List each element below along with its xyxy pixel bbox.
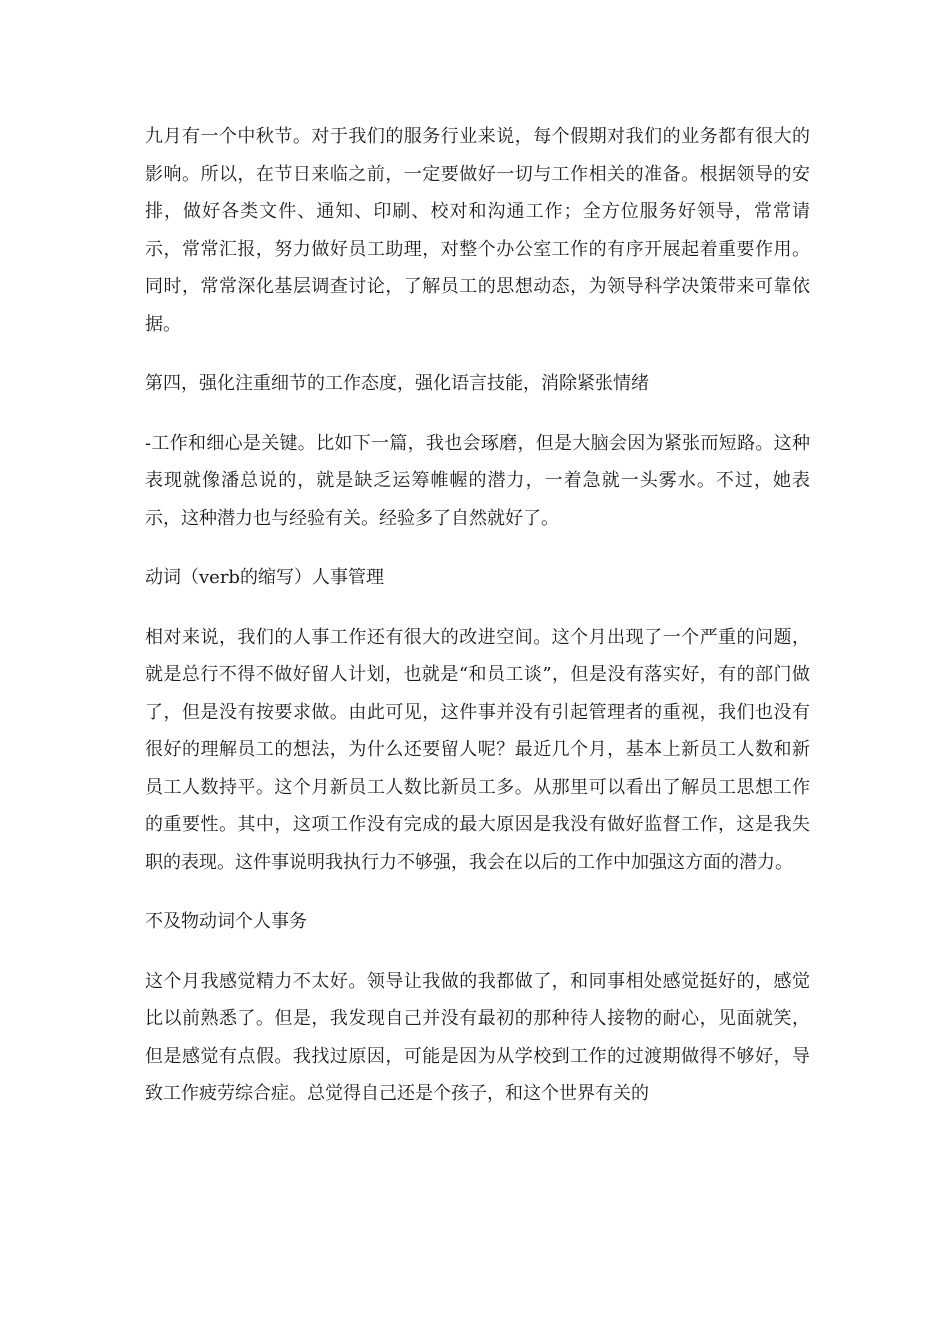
paragraph-personnel-management: 相对来说，我们的人事工作还有很大的改进空间。这个月出现了一个严重的问题，就是总行不得不做好留人计划，也就是“和员工谈”，但是没有落实好，有的部门做了，但是没有按要求做。由此可见，这件事并没有引起管理者的重视，我们也没有很好的理解员工的想法，为什么还要留人呢？最近几个月，基本上新员工人数和新员工人数持平。这个月新员工人数比新员工多。从那里可以看出了解员工思想工作的重要性。其中，这项工作没有完成的最大原因是我没有做好监督工作，这是我失职的表现。这件事说明我执行力不够强，我会在以后的工作中加强这方面的潜力。 [145,626,810,873]
paragraph-attention-to-detail: -工作和细心是关键。比如下一篇，我也会琢磨，但是大脑会因为紧张而短路。这种表现就像潘总说的，就是缺乏运筹帷幄的潜力，一着急就一头雾水。不过，她表示，这种潜力也与经验有关。经验多了自然就好了。 [145,432,810,529]
document-body [145,118,810,1135]
paragraph-personal-affairs: 这个月我感觉精力不太好。领导让我做的我都做了，和同事相处感觉挺好的，感觉比以前熟悉了。但是，我发现自己并没有最初的那种待人接物的耐心，见面就笑，但是感觉有点假。我找过原因，可能是因为从学校到工作的过渡期做得不够好，导致工作疲劳综合症。总觉得自己还是个孩子，和这个世界有关的 [145,970,810,1104]
section-heading-personal: 不及物动词个人事务 [145,911,307,932]
paragraph-mid-autumn-work: 九月有一个中秋节。对于我们的服务行业来说，每个假期对我们的业务都有很大的影响。所以，在节日来临之前，一定要做好一切与工作相关的准备。根据领导的安排，做好各类文件、通知、印刷、校对和沟通工作；全方位服务好领导，常常请示，常常汇报，努力做好员工助理，对整个办公室工作的有序开展起着重要作用。同时，常常深化基层调查讨论，了解员工的思想动态，为领导科学决策带来可靠依据。 [145,126,810,335]
section-heading-personnel: 动词（verb的缩写）人事管理 [145,567,384,588]
section-heading-attitude: 第四，强化注重细节的工作态度，强化语言技能，消除紧张情绪 [145,373,649,394]
